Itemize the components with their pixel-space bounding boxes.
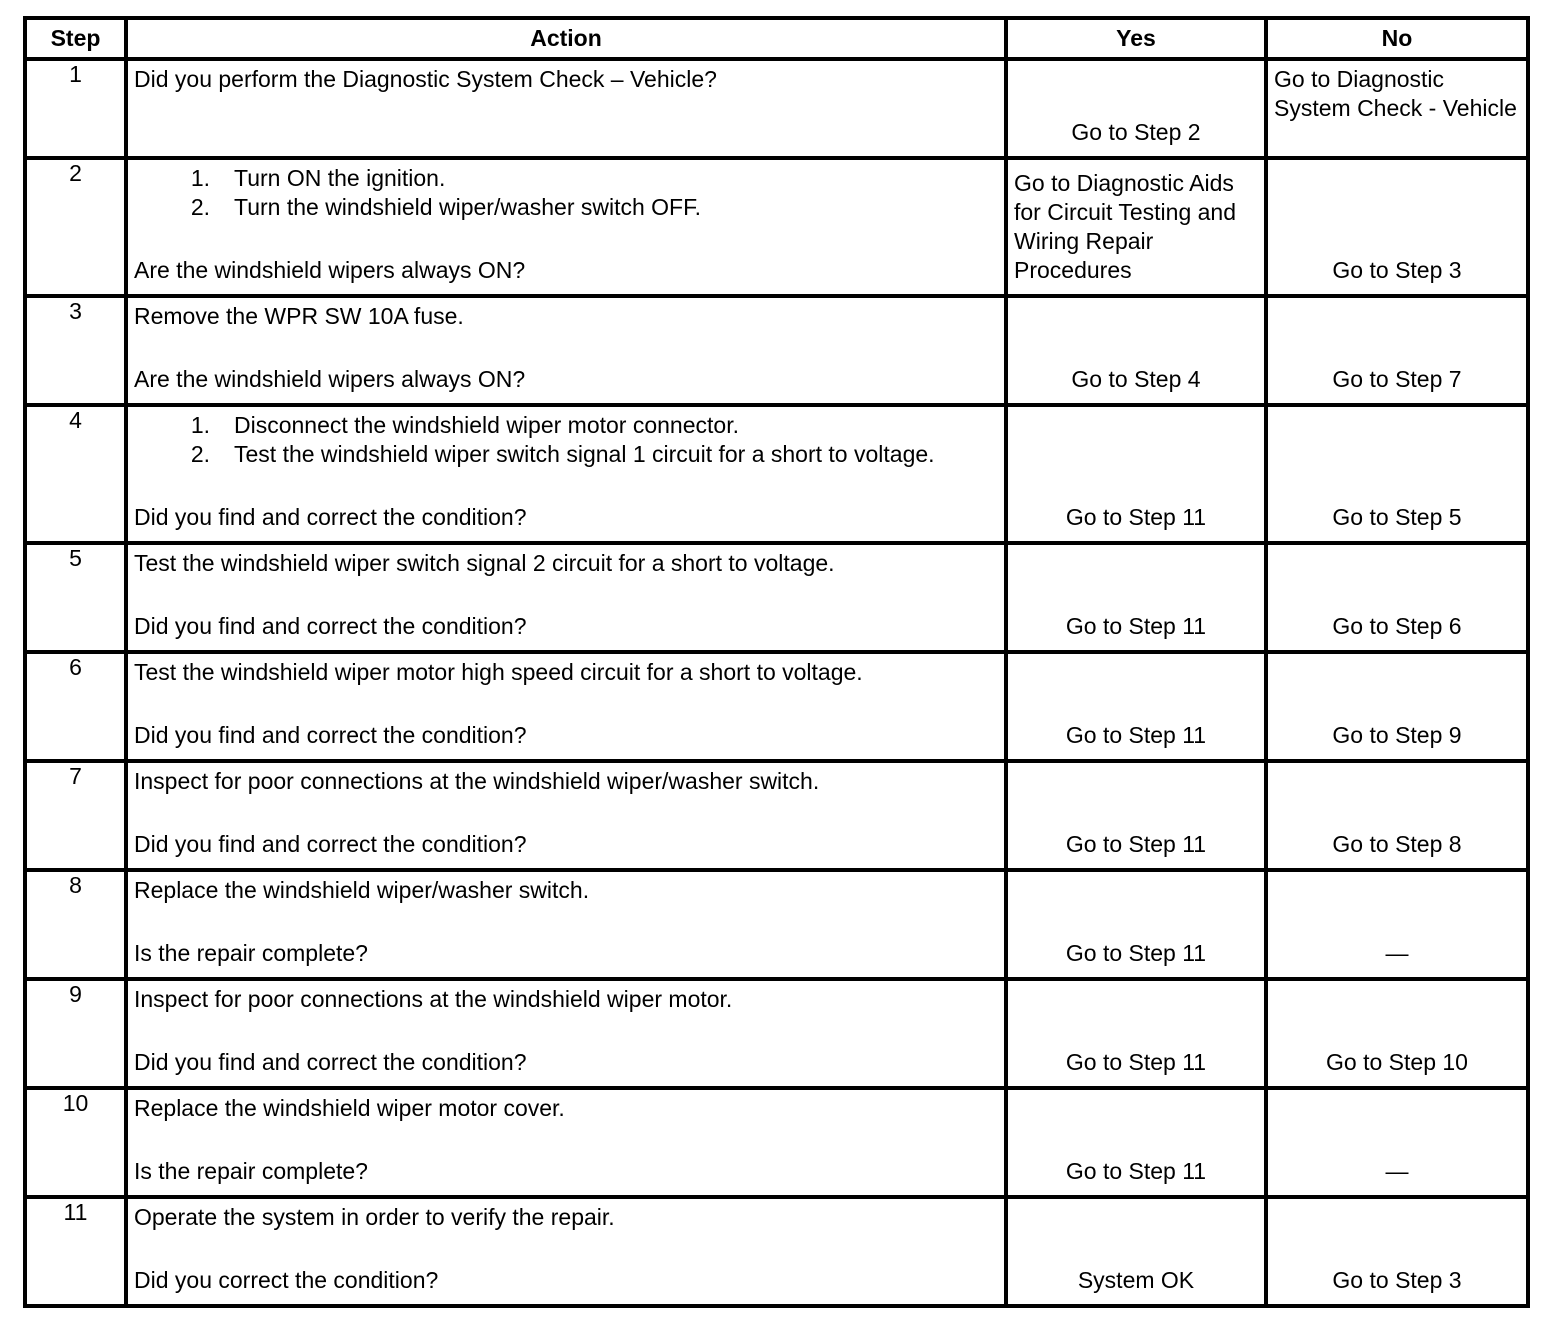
action-cell <box>126 543 1006 652</box>
list-item: 1. Disconnect the windshield wiper motor connector. <box>190 412 739 438</box>
table-row <box>25 761 1528 870</box>
action-text: Replace the windshield wiper motor cover. <box>134 1095 565 1121</box>
action-question: Did you find and correct the condition? <box>134 831 527 857</box>
action-question: Did you find and correct the condition? <box>134 722 527 748</box>
step-number: 2 <box>25 158 126 296</box>
yes-outcome: Go to Step 11 <box>1065 1158 1207 1184</box>
action-cell <box>126 1197 1006 1306</box>
step-number: 4 <box>25 405 126 543</box>
list-item: 1. Turn ON the ignition. <box>190 165 446 191</box>
action-question: Did you correct the condition? <box>134 1267 439 1293</box>
action-cell <box>126 1088 1006 1197</box>
yes-outcome: Go to Step 11 <box>1065 831 1207 857</box>
table-row <box>25 296 1528 405</box>
yes-outcome: Go to Step 11 <box>1065 940 1207 966</box>
header-action: Action <box>126 18 1006 59</box>
yes-outcome: Go to Step 11 <box>1065 1049 1207 1075</box>
step-number: 10 <box>25 1088 126 1197</box>
action-text: Did you perform the Diagnostic System Check – Vehicle? <box>134 66 717 92</box>
yes-outcome: System OK <box>1077 1267 1195 1293</box>
header-step: Step <box>25 18 126 59</box>
step-number: 9 <box>25 979 126 1088</box>
step-number: 11 <box>25 1197 126 1306</box>
yes-outcome: Go to Step 11 <box>1065 504 1207 530</box>
header-yes: Yes <box>1006 18 1266 59</box>
action-cell <box>126 870 1006 979</box>
table-row <box>25 405 1528 543</box>
yes-outcome: Go to Step 4 <box>1071 366 1201 392</box>
no-outcome: — <box>1385 1158 1409 1184</box>
step-number: 1 <box>25 59 126 158</box>
action-question: Did you find and correct the condition? <box>134 613 527 639</box>
step-number: 7 <box>25 761 126 870</box>
no-outcome: Go to Step 9 <box>1332 722 1462 748</box>
action-text: Test the windshield wiper switch signal 2 circuit for a short to voltage. <box>134 550 835 576</box>
no-cell <box>1266 761 1528 870</box>
action-list <box>134 411 998 469</box>
action-question: Is the repair complete? <box>134 940 368 966</box>
yes-cell <box>1006 761 1266 870</box>
yes-outcome: Go to Step 11 <box>1065 613 1207 639</box>
list-item: 2. Test the windshield wiper switch signal 1 circuit for a short to voltage. <box>190 441 935 467</box>
action-cell <box>126 761 1006 870</box>
yes-cell <box>1006 870 1266 979</box>
action-text: Inspect for poor connections at the windshield wiper/washer switch. <box>134 768 820 794</box>
no-outcome: — <box>1385 940 1409 966</box>
no-cell <box>1266 979 1528 1088</box>
no-cell <box>1266 59 1528 158</box>
step-number: 8 <box>25 870 126 979</box>
no-outcome: Go to Step 5 <box>1332 504 1462 530</box>
action-list <box>134 164 998 222</box>
action-question: Did you find and correct the condition? <box>134 504 527 530</box>
table-row <box>25 543 1528 652</box>
action-cell <box>126 652 1006 761</box>
action-cell <box>126 979 1006 1088</box>
no-cell <box>1266 1088 1528 1197</box>
no-outcome: Go to Step 6 <box>1332 613 1462 639</box>
table-row <box>25 1197 1528 1306</box>
header-no: No <box>1266 18 1528 59</box>
no-cell <box>1266 296 1528 405</box>
table-row <box>25 979 1528 1088</box>
step-number: 3 <box>25 296 126 405</box>
action-cell <box>126 59 1006 158</box>
yes-cell <box>1006 1088 1266 1197</box>
yes-outcome: Go to Step 2 <box>1071 119 1201 145</box>
table-row <box>25 1088 1528 1197</box>
yes-cell <box>1006 59 1266 158</box>
action-text: Remove the WPR SW 10A fuse. <box>134 303 464 329</box>
action-cell <box>126 158 1006 296</box>
yes-cell <box>1006 158 1266 296</box>
header-row <box>25 18 1528 59</box>
action-question: Did you find and correct the condition? <box>134 1049 527 1075</box>
action-text: Inspect for poor connections at the windshield wiper motor. <box>134 986 733 1012</box>
action-question: Is the repair complete? <box>134 1158 368 1184</box>
no-outcome: Go to Step 3 <box>1332 257 1462 283</box>
action-cell <box>126 296 1006 405</box>
no-cell <box>1266 405 1528 543</box>
no-outcome: Go to Step 7 <box>1332 366 1462 392</box>
diagnostic-table <box>23 16 1530 1308</box>
no-outcome: Go to Diagnostic System Check - Vehicle <box>1274 66 1517 121</box>
no-cell <box>1266 543 1528 652</box>
no-cell <box>1266 870 1528 979</box>
action-question: Are the windshield wipers always ON? <box>134 366 526 392</box>
action-text: Replace the windshield wiper/washer switch. <box>134 877 590 903</box>
action-text: Test the windshield wiper motor high speed circuit for a short to voltage. <box>134 659 863 685</box>
list-item: 2. Turn the windshield wiper/washer switch OFF. <box>190 194 701 220</box>
yes-cell <box>1006 405 1266 543</box>
yes-cell <box>1006 979 1266 1088</box>
no-outcome: Go to Step 8 <box>1332 831 1462 857</box>
table-row <box>25 59 1528 158</box>
yes-outcome: Go to Step 11 <box>1065 722 1207 748</box>
no-outcome: Go to Step 3 <box>1332 1267 1462 1293</box>
yes-cell <box>1006 296 1266 405</box>
table-row <box>25 158 1528 296</box>
no-cell <box>1266 158 1528 296</box>
table-row <box>25 870 1528 979</box>
yes-cell <box>1006 1197 1266 1306</box>
action-cell <box>126 405 1006 543</box>
step-number: 6 <box>25 652 126 761</box>
action-text: Operate the system in order to verify the repair. <box>134 1204 615 1230</box>
yes-cell <box>1006 543 1266 652</box>
yes-cell <box>1006 652 1266 761</box>
no-outcome: Go to Step 10 <box>1326 1049 1468 1075</box>
action-question: Are the windshield wipers always ON? <box>134 257 526 283</box>
yes-outcome: Go to Diagnostic Aids for Circuit Testing and Wiring Repair Procedures <box>1014 170 1237 283</box>
no-cell <box>1266 652 1528 761</box>
step-number: 5 <box>25 543 126 652</box>
no-cell <box>1266 1197 1528 1306</box>
table-row <box>25 652 1528 761</box>
